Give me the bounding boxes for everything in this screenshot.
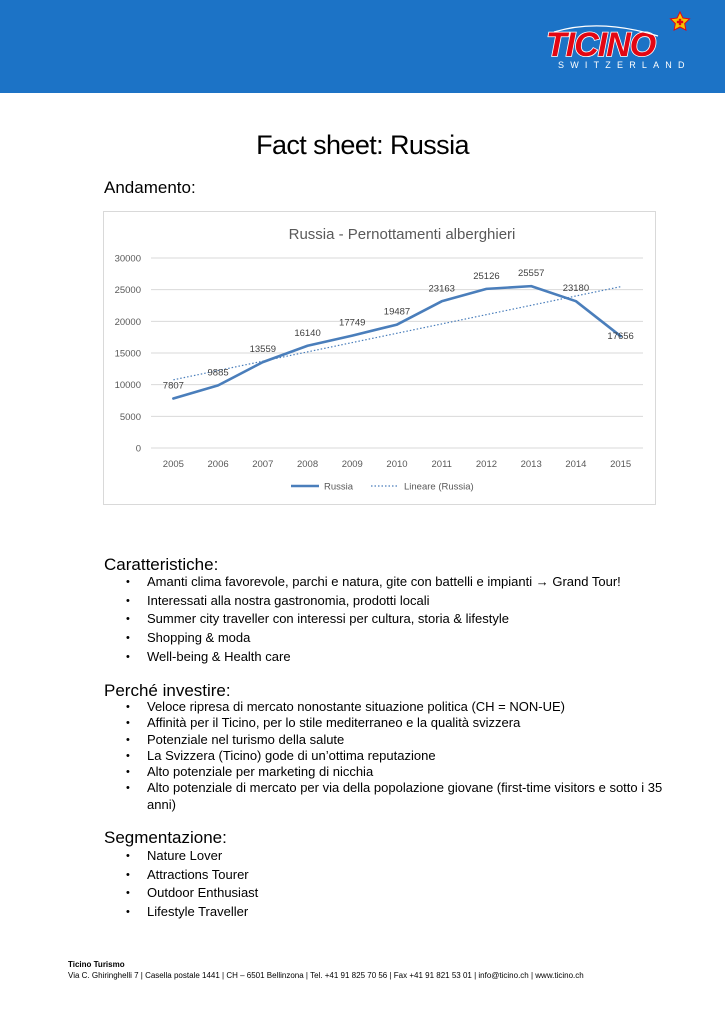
bullet-icon: • [126,906,130,919]
bullet-icon: • [126,650,130,663]
list-item [126,866,426,885]
header-band [0,0,725,93]
x-tick-label: 2012 [475,459,498,470]
y-tick-label: 0 [135,443,141,455]
segmentazione-list [126,847,426,922]
series-line-russia [173,286,620,398]
list-item [126,764,666,780]
x-tick-label: 2010 [386,459,408,470]
list-item [126,699,666,715]
data-label: 25557 [517,268,545,280]
list-item-text: Amanti clima favorevole, parchi e natura, gite con battelli e impianti → Grand Tour! [147,574,621,589]
data-label: 19487 [383,306,411,318]
x-tick-label: 2007 [252,459,274,470]
x-tick-label: 2014 [565,459,587,470]
list-item-text: Alto potenziale di mercato per via della popolazione giovane (first-time visitors e sotto i 35 anni) [147,780,663,812]
line-chart [104,212,657,506]
list-item [126,629,666,648]
swiss-flag-icon [671,12,690,30]
section-heading-perche: Perché investire: [104,681,231,700]
list-item [126,884,426,903]
bullet-icon: • [126,701,130,713]
legend-label-russia: Russia [324,481,354,493]
bullet-icon: • [126,782,130,795]
list-item-text: Interessati alla nostra gastronomia, prodotti locali [147,592,430,608]
data-label: 9885 [207,367,229,379]
bullet-icon: • [126,749,130,762]
chart-title: Russia - Pernottamenti alberghieri [288,226,516,243]
y-tick-label: 20000 [114,316,141,328]
caratteristiche-list [126,573,666,666]
list-item [126,573,666,592]
footer-address: Via C. Ghiringhelli 7 | Casella postale 1441 | CH – 6501 Bellinzona | Tel. +41 91 825 70 56 | Fax +41 91 821 53 01 | info@ticino.ch | www.ticino.ch [68,971,584,980]
x-tick-label: 2005 [162,459,184,470]
list-item-text: Outdoor Enthusiast [147,885,259,901]
data-label: 17656 [607,331,634,343]
svg-text:TICINO: TICINO [546,26,656,64]
list-item [126,732,666,748]
legend-label-trendline: Lineare (Russia) [404,481,474,493]
footer [68,959,584,981]
bullet-icon: • [126,887,130,900]
section-heading-andamento: Andamento: [104,178,196,197]
bullet-icon: • [126,632,130,645]
bullet-icon: • [126,717,130,730]
bullet-icon: • [126,868,130,881]
bullet-icon: • [126,733,130,746]
list-item-text: Well-being & Health care [147,648,291,664]
list-item-text: Nature Lover [147,848,223,863]
list-item-text: La Svizzera (Ticino) gode di un’ottima reputazione [147,747,436,763]
y-tick-label: 15000 [114,348,141,360]
x-tick-label: 2006 [207,459,229,470]
list-item-text: Shopping & moda [147,630,251,646]
bullet-icon: • [126,613,130,626]
x-tick-label: 2011 [431,459,452,470]
list-item [126,648,666,667]
list-item-text: Summer city traveller con interessi per cultura, storia & lifestyle [147,611,509,627]
chart-container [103,211,656,505]
data-label: 25126 [473,270,500,282]
x-tick-label: 2013 [520,459,542,470]
y-tick-label: 5000 [119,411,141,423]
logo-subtitle: SWITZERLAND [558,60,691,70]
x-tick-label: 2015 [610,459,632,470]
bullet-icon: • [126,766,130,779]
data-label: 23180 [562,283,590,295]
x-tick-label: 2009 [341,459,363,470]
data-label: 7807 [162,380,184,392]
y-tick-label: 30000 [114,253,141,265]
list-item [126,715,666,731]
data-label: 17749 [339,317,366,329]
list-item-text: Lifestyle Traveller [147,904,249,920]
data-label: 23163 [428,283,455,295]
list-item-text: Attractions Tourer [147,866,249,882]
list-item [126,748,666,764]
list-item [126,847,426,866]
y-tick-label: 10000 [114,380,141,392]
list-item-text: Alto potenziale per marketing di nicchia [147,764,374,780]
section-heading-segmentazione: Segmentazione: [104,828,227,847]
perche-list [126,699,666,813]
list-item [126,903,426,922]
bullet-icon: • [126,594,130,607]
list-item [126,592,666,611]
list-item-text: Potenziale nel turismo della salute [147,731,345,747]
trendline [173,287,620,380]
page-title: Fact sheet: Russia [256,130,469,160]
section-heading-caratteristiche: Caratteristiche: [104,555,219,574]
data-label: 16140 [294,327,321,339]
x-tick-label: 2008 [296,459,319,470]
list-item [126,780,666,813]
footer-org: Ticino Turismo [68,960,125,969]
list-item [126,610,666,629]
list-item-text: Veloce ripresa di mercato nonostante situazione politica (CH = NON-UE) [147,699,565,714]
list-item-text: Affinità per il Ticino, per lo stile mediterraneo e la qualità svizzera [147,715,521,731]
y-tick-label: 25000 [114,285,141,297]
bullet-icon: • [126,850,130,862]
data-label: 13559 [249,344,277,356]
bullet-icon: • [126,576,130,588]
